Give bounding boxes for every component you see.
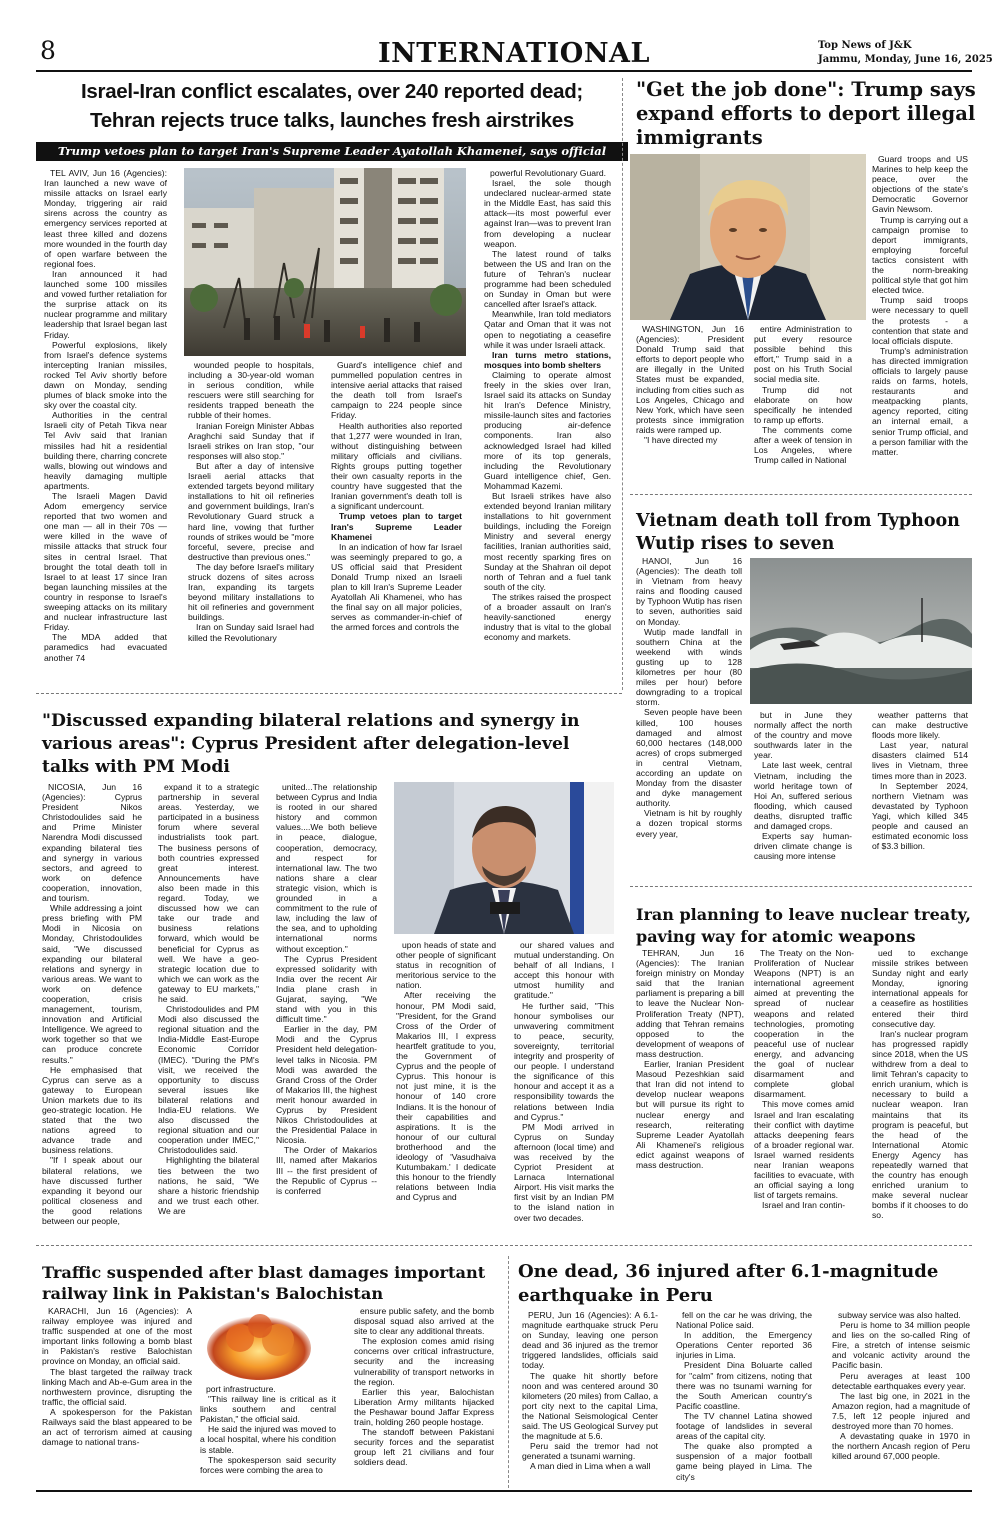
pakistan-column-2	[200, 1384, 336, 1486]
paragraph: weather patterns that can make destructive floods more likely.	[872, 710, 968, 741]
paragraph: Earlier in the day, PM Modi and the Cyprus President held delegation-level talks in Nicosia. PM Modi was awarded the Grand Cross of the Order of Makarios III, the highest merit honour awarded in Cyprus by President Nikos Christodoulides at the Presidential Palace in Nicosia.	[276, 1024, 377, 1146]
column-divider	[508, 1256, 509, 1488]
vietnam-column-1	[636, 556, 742, 874]
paragraph: port infrastructure.	[206, 1384, 276, 1394]
paragraph: Iranian Foreign Minister Abbas Araghchi said Sunday that if Israeli strikes on Iran stop, "our responses will also stop."	[188, 420, 314, 461]
paragraph: expand it to a strategic partnership in several areas. Yesterday, we participated in a business forum where several industrialists took part. The business persons of both countries expressed great interest. Announcements have also been made in this regard. Today, we discussed how we can take our trade and business relations forward, which would be beneficial for Cyprus as well. We have a geo-strategic location due to which we can work as the gateway to EU markets," he said.	[158, 782, 259, 1004]
paragraph: our shared values and mutual understanding. On behalf of all Indians, I accept this honour with utmost humility and gratitude."	[514, 940, 614, 1001]
paragraph: Health authorities also reported that 1,277 were wounded in Iran, without distinguishing between military officials and civilians. Rights groups putting together their own casualty reports in the country have suggested that the Iranian government's death toll is a significant undercount.	[331, 420, 462, 512]
paragraph: This move comes amid Israel and Iran escalating their conflict with daytime attacks deepening fears of a broader regional war. Israel warned residents near Iranian weapons facilities to evacuate, with an official saying a long list of targets remains.	[754, 1099, 854, 1201]
peru-column-2	[676, 1310, 812, 1486]
page-bottom-rule	[36, 1490, 972, 1492]
paragraph: Iran turns metro stations, mosques into bomb shelters	[484, 349, 611, 370]
trump-column-3	[872, 154, 968, 480]
section-divider	[630, 494, 972, 495]
israel-column-3	[331, 360, 462, 680]
dateline: Jammu, Monday, June 16, 2025	[818, 54, 993, 65]
paragraph: but in June they normally affect the north of the country and move southwards later in the year.	[754, 710, 852, 761]
paragraph: In addition, the Emergency Operations Center reported 36 injuries in Lima.	[676, 1330, 812, 1361]
paragraph: Trump is carrying out a campaign promise to deport immigrants, employing forceful tactics consistent with the norm-breaking political style that got him elected twice.	[872, 214, 968, 296]
vietnam-column-2	[754, 710, 852, 874]
israel-column-4	[484, 168, 611, 680]
paragraph: He said the injured was moved to a local hospital, where his condition is stable.	[200, 1424, 336, 1455]
israel-subhead: Trump vetoes plan to target Iran's Supreme Leader Ayatollah Khamenei, says official	[36, 142, 628, 161]
section-divider	[630, 886, 972, 887]
paragraph: NICOSIA, Jun 16 (Agencies): Cyprus President Nikos Christodoulides said he and Prime Minister Narendra Modi discussed expanding bilateral ties and synergy in various sectors, and agreed to work on defence cooperation, innovation, and tourism.	[42, 782, 142, 904]
column-divider	[622, 78, 623, 690]
paragraph: In an indication of how far Israel was seemingly prepared to go, a US official said that President Donald Trump nixed an Israeli plan to kill Iran's Supreme Leader Ayatollah Ali Khamenei, who has the final say on all major policies, serves as commander-in-chief of the armed forces and controls the	[331, 541, 462, 633]
paragraph: The comments come after a week of tension in Los Angeles, where Trump called in National	[754, 424, 852, 466]
paragraph: The Cyprus President expressed solidarity with India over the recent Air India plane crash in Gujarat, saying, "We stand with you in this difficult time."	[276, 953, 377, 1025]
paragraph: President Dina Boluarte called for "calm" from citizens, noting that there was no tsunami warning for the South American country's Pacific coastline.	[676, 1360, 812, 1411]
paragraph: Experts say human-driven climate change is causing more intense	[754, 831, 852, 862]
peru-headline: One dead, 36 injured after 6.1-magnitude earthquake in Peru	[518, 1261, 939, 1306]
trump-column-1	[636, 324, 744, 480]
paragraph: Earlier this year, Balochistan Liberation Army militants hijacked the Peshawar bound Jaffar Express train, holding 260 people hostage.	[354, 1386, 494, 1428]
paragraph: Iran on Sunday said Israel had killed the Revolutionary	[188, 622, 314, 643]
paragraph: After receiving the honour, PM Modi said, "President, for the Grand Cross of the Order of Makarios III, I express heartfelt gratitude to you, the Government of Cyprus and the people of Cyprus. This honour is not just mine, it is the honour of 140 crore Indians. It is the honour of their capabilities and aspirations. It is the honour of our cultural brotherhood and the ideology of 'Vasudhaiva Kutumbakam.' I dedicate this honour to the friendly relations between India and Cyprus and	[396, 990, 496, 1203]
iran-npt-column-1	[636, 948, 744, 1232]
paragraph: TEHRAN, Jun 16 (Agencies): The Iranian foreign ministry on Monday said that the Iranian parliament is preparing a bill to leave the Nuclear Non-Proliferation Treaty (NPT), adding that Tehran remains opposed to the development of weapons of mass destruction.	[636, 948, 744, 1059]
paragraph: But Israeli strikes have also extended beyond Iranian military installations to hit government buildings, including the Foreign Ministry and several energy facilities, Iranian authorities said, most recently sparking fires on Sunday at the Shahran oil depot north of Tehran and a fuel tank south of the city.	[484, 491, 611, 592]
paragraph: Powerful explosions, likely from Israel's defence systems intercepting Iranian missiles, rocked Tel Aviv shortly before dawn on Monday, sending plumes of black smoke into the sky over the coastal city.	[44, 339, 167, 411]
paragraph: Trump's administration has directed immigration officials to largely pause raids on farms, hotels, restaurants and meatpacking plants, agency reported, citing an internal email, a senior Trump official, and a person familiar with the matter.	[872, 345, 968, 457]
paragraph: ued to exchange missile strikes between Sunday night and early Monday, ignoring international appeals for a ceasefire as hostilities entered their third consecutive day.	[872, 948, 968, 1029]
paragraph: The Israeli Magen David Adom emergency service reported that two women and one man — all in their 70s — were killed in the wave of missile attacks that struck four sites in central Israel. That brought the total death toll in Israel to at least 17 since Iran began launching missiles at the country in response to Israel's sweeping attacks on its military and nuclear infrastructure last Friday.	[44, 491, 167, 633]
israel-headline-line2: Tehran rejects truce talks, launches fresh airstrikes	[90, 109, 574, 132]
paragraph: Late last week, central Vietnam, including the world heritage town of Hoi An, suffered serious flooding, which caused deaths, disrupted traffic and damaged crops.	[754, 760, 852, 832]
paragraph: "If I speak about our bilateral relations, we have discussed further expanding it beyond our political closeness and the good relations between our people,	[42, 1155, 142, 1227]
pakistan-headline: Traffic suspended after blast damages important railway link in Pakistan's Balochistan	[42, 1263, 486, 1303]
paragraph: Trump did not elaborate on how specifically he intended to ramp up efforts.	[754, 384, 852, 425]
paragraph: A devastating quake in 1970 in the northern Ancash region of Peru killed around 67,000 people.	[832, 1431, 970, 1462]
paragraph: Last year, natural disasters claimed 514 lives in Vietnam, three times more than in 2023.	[872, 740, 968, 781]
paragraph: Seven people have been killed, 100 houses damaged and almost 60,000 hectares (148,000 acres) of crops submerged in central Vietnam, according an update on Monday from the disaster and dyke management authority.	[636, 707, 742, 809]
israel-headline-line1: Israel-Iran conflict escalates, over 240 reported dead;	[81, 80, 583, 103]
paragraph: Peru is home to 34 million people and lies on the so-called Ring of Fire, a stretch of intense seismic and volcanic activity around the Pacific basin.	[832, 1320, 970, 1371]
paragraph: A spokesperson for the Pakistan Railways said the blast appeared to be an act of terrorism aimed at causing damage to national trans-	[42, 1406, 192, 1448]
israel-column-2	[188, 360, 314, 680]
cyprus-headline: "Discussed expanding bilateral relations and synergy in various areas": Cyprus President after delegation-level talks with PM Modi	[42, 711, 580, 777]
paragraph: HANOI, Jun 16 (Agencies): The death toll in Vietnam from heavy rains and flooding caused by Typhoon Wutip has risen to seven, authorities said on Monday.	[636, 556, 742, 627]
paragraph: ensure public safety, and the bomb disposal squad also arrived at the site to clear any additional threats.	[354, 1306, 494, 1337]
paragraph: The latest round of talks between the US and Iran on the future of Tehran's nuclear programme had been scheduled on Sunday in Oman but were cancelled after Israel's attack.	[484, 248, 611, 310]
paragraph: He further said, "This honour symbolises our unwavering commitment to peace, security, sovereignty, territorial integrity and prosperity of our people. I understand the significance of this honour and accept it as a responsibility towards the relations between India and Cyprus."	[514, 1000, 614, 1122]
paragraph: The quake hit shortly before noon and was centered around 30 kilometers (20 miles) from Callao, a port city next to the capital Lima, the National Seismological Center said. The US Geological Survey put the magnitude at 5.6.	[522, 1370, 658, 1442]
paragraph: Guard's intelligence chief and pummelled population centres in intensive aerial attacks that raised the death toll from Israel's campaign to 224 people since Friday.	[331, 360, 462, 421]
section-divider	[36, 693, 622, 694]
paragraph: Guard troops and US Marines to help keep the peace, over the objections of the state's Democratic Governor Gavin Newsom.	[872, 154, 968, 215]
peru-column-1	[522, 1310, 658, 1486]
blast-explosion-photo	[200, 1308, 318, 1380]
trump-headline: "Get the job done": Trump says expand efforts to deport illegal immigrants	[636, 78, 976, 149]
vietnam-column-3	[872, 710, 968, 874]
paragraph: PM Modi arrived in Cyprus on Sunday afternoon (local time) and was received by the Cypriot President at Larnaca International Airport. His visit marks the first visit by an Indian PM to the island nation in over two decades.	[514, 1121, 614, 1223]
vietnam-headline: Vietnam death toll from Typhoon Wutip rises to seven	[636, 511, 960, 554]
paragraph: Earlier, Iranian President Masoud Pezeshkian said that Iran did not intend to develop nuclear weapons but will pursue its right to nuclear energy and research, reiterating Supreme Leader Ayatollah Ali Khamenei's religious edict against weapons of mass destruction.	[636, 1059, 744, 1170]
pakistan-column-1	[42, 1306, 192, 1486]
israel-column-1	[44, 168, 167, 680]
cyprus-column-5	[514, 940, 614, 1232]
paragraph: In September 2024, northern Vietnam was devastated by Typhoon Yagi, which killed 345 people and caused an estimated economic loss of $3.3 billion.	[872, 780, 968, 852]
paragraph: "I have directed my	[644, 435, 718, 446]
paragraph: Iran announced it had launched some 100 missiles and vowed further retaliation for the surprise attack on its nuclear programme and military leadership that Israel began last Friday.	[44, 268, 167, 340]
paragraph: Wutip made landfall in southern China at the weekend with winds gusting up to 128 kilometres per hour (80 miles per hour) before downgrading to a tropical storm.	[636, 626, 742, 708]
paragraph: The standoff between Pakistani security forces and the separatist group left 21 civilians and four soldiers dead.	[354, 1427, 494, 1468]
paragraph: subway service was also halted.	[838, 1310, 961, 1320]
paragraph: Peru averages at least 100 detectable earthquakes every year.	[832, 1370, 970, 1391]
paragraph: Authorities in the central Israeli city of Petah Tikva near Tel Aviv said that Iranian missiles had hit a residential building there, charring concrete walls, blowing out windows and heavily damaging multiple apartments.	[44, 410, 167, 491]
paragraph: The explosion comes amid rising concerns over critical infrastructure, security and the increasing vulnerability of transport networks in the region.	[354, 1336, 494, 1387]
paper-name: Top News of J&K	[818, 40, 912, 51]
cyprus-column-1	[42, 782, 142, 1232]
typhoon-waves-photo	[750, 558, 972, 704]
paragraph: But after a day of intensive Israeli aerial attacks that extended targets beyond military installations to hit oil refineries and government buildings, Iran's Revolutionary Guard struck a hard line, vowing that further rounds of strikes would be "more forceful, severe, precise and destructive than previous ones."	[188, 460, 314, 562]
paragraph: The strikes raised the prospect of a broader assault on Iran's heavily-sanctioned energy industry that is vital to the global economy and markets.	[484, 591, 611, 643]
paragraph: fell on the car he was driving, the National Police said.	[676, 1310, 812, 1331]
paragraph: "This railway line is critical as it links southern and central Pakistan," the official said.	[200, 1394, 336, 1425]
paragraph: united...The relationship between Cyprus and India is rooted in our shared history and common values....We both believe in peace, dialogue, cooperation, democracy, and respect for international law. The two nations share a clear strategic vision, which is grounded in a commitment to the rule of law, including the law of the sea, and to upholding international norms without exception."	[276, 782, 377, 954]
paragraph: While addressing a joint press briefing with PM Modi in Nicosia on Monday, Christodoulides said, "We discussed expanding our bilateral relations and synergy in various areas. We want to work on defence cooperation, crisis management, tourism, innovation and Artificial Intelligence. We agreed to work together so that we can produce concrete results."	[42, 903, 142, 1065]
paragraph: PERU, Jun 16 (Agencies): A 6.1-magnitude earthquake struck Peru on Sunday, leaving one person dead and 36 injured as the tremor triggered landslides, officials said today.	[522, 1310, 658, 1371]
paragraph: The Order of Makarios III, named after Makarios III -- the first president of the Republic of Cyprus -- is conferred	[276, 1145, 377, 1196]
paragraph: The blast targeted the railway track linking Mach and Ab-e-Gum area in the northwestern province, disrupting the traffic, the official said.	[42, 1366, 192, 1407]
iran-npt-column-2	[754, 948, 854, 1232]
paragraph: KARACHI, Jun 16 (Agencies): A railway employee was injured and traffic suspended at one of the most important links following a bomb blast in Pakistan's restive Balochistan province on Monday, an official said.	[42, 1306, 192, 1367]
paragraph: powerful Revolutionary Guard.	[490, 168, 607, 178]
paragraph: Peru said the tremor had not generated a tsunami warning.	[522, 1441, 658, 1462]
cyprus-president-photo	[394, 782, 614, 934]
paragraph: wounded people to hospitals, including a 30-year-old woman in serious condition, while rescuers were still searching for residents trapped beneath the rubble of their homes.	[188, 360, 314, 421]
paragraph: WASHINGTON, Jun 16 (Agencies): President Donald Trump said that efforts to deport people who are illegally in the United States must be expanded, including from cities such as Los Angeles, Chicago and New York, which have seen protests since immigration raids were ramped up.	[636, 324, 744, 435]
paragraph: Trump said troops were necessary to quell the protests - a contention that state and local officials dispute.	[872, 295, 968, 346]
peru-column-3	[832, 1310, 970, 1486]
trump-column-2	[754, 324, 852, 480]
paragraph: The last big one, in 2021 in the Amazon region, had a magnitude of 7.5, left 12 people injured and destroyed more than 70 homes.	[832, 1390, 970, 1432]
cyprus-column-2	[158, 782, 259, 1232]
pakistan-column-3	[354, 1306, 494, 1486]
israel-damaged-building-photo	[184, 168, 466, 356]
paragraph: The spokesperson said security forces were combing the area to	[200, 1454, 336, 1475]
iran-npt-column-3	[872, 948, 968, 1232]
paragraph: The day before Israel's military struck dozens of sites across Iran, expanding its targets beyond military installations to hit oil refineries and government buildings.	[188, 561, 314, 623]
paragraph: Highlighting the bilateral ties between the two nations, he said, "We share a historic friendship and we trust each other. We are	[158, 1155, 259, 1216]
page-number: 8	[40, 36, 56, 65]
paragraph: TEL AVIV, Jun 16 (Agencies): Iran launched a new wave of missile attacks on Israel early Monday, triggering air raid sirens across the country as emergency services reported at least three killed and dozens more wounded in the fourth day of open warfare between the regional foes.	[44, 168, 167, 269]
iran-npt-headline: Iran planning to leave nuclear treaty, paving way for atomic weapons	[636, 905, 971, 946]
paragraph: The MDA added that paramedics had evacuated another 74	[44, 632, 167, 663]
paragraph: The quake also prompted a suspension of a major football game being played in Lima. The city's	[676, 1441, 812, 1482]
paragraph: upon heads of state and other people of significant status in recognition of meritorious service to the nation.	[396, 940, 496, 991]
paragraph: A man died in Lima when a wall	[530, 1461, 651, 1472]
paragraph: Christodoulides and PM Modi also discussed the regional situation and the India-Middle East-Europe Economic Corridor (IMEC). "During the PM's visit, we received the opportunity to discuss several issues like bilateral relations and India-EU relations. We also discussed the regional situation and our cooperation under IMEC," Christodoulides said.	[158, 1004, 259, 1156]
section-title: INTERNATIONAL	[378, 38, 650, 69]
paragraph: Trump vetoes plan to target Iran's Supreme Leader Khamenei	[331, 511, 462, 542]
masthead-rule	[36, 70, 972, 72]
paragraph: He emphasised that Cyprus can serve as a gateway to European Union markets due to its geo-strategic location. He stated that the two nations agreed to advance trade and business relations.	[42, 1064, 142, 1156]
paragraph: Claiming to operate almost freely in the skies over Iran, Israel said its attacks on Sunday hit Iran's Defence Ministry, missile-launch sites and factories producing air-defence components. Iran also acknowledged Israel had killed more of its top generals, including the Revolutionary Guard intelligence chief, Gen. Mohammad Kazemi.	[484, 369, 611, 491]
paragraph: Vietnam is hit by roughly a dozen tropical storms every year,	[636, 808, 742, 839]
paragraph: Israel, the sole though undeclared nuclear-armed state in the Middle East, has said this attack—its most powerful ever against Iran—was to prevent Iran from developing a nuclear weapon.	[484, 178, 611, 249]
paragraph: Meanwhile, Iran told mediators Qatar and Oman that it was not open to negotiating a ceasefire while it was under Israeli attack.	[484, 309, 611, 350]
cyprus-column-4	[396, 940, 496, 1232]
paragraph: Israel and Iran contin-	[762, 1200, 846, 1211]
section-divider	[36, 1245, 972, 1246]
paragraph: entire Administration to put every resource possible behind this effort," Trump said in a post on his Truth Social social media site.	[754, 324, 852, 385]
paragraph: The Treaty on the Non-Proliferation of Nuclear Weapons (NPT) is an international agreement aimed at preventing the spread of nuclear weapons and related technologies, promoting cooperation in the peaceful use of nuclear energy, and advancing the goal of nuclear disarmament and complete global disarmament.	[754, 948, 854, 1100]
paragraph: The TV channel Latina showed footage of landslides in several areas of the capital city.	[676, 1410, 812, 1442]
trump-portrait-photo	[630, 154, 866, 320]
paragraph: Iran's nuclear program has progressed rapidly since 2018, when the US withdrew from a deal to limit Tehran's capacity to enrich uranium, which is necessary to build a nuclear weapon. Iran maintains that its program is peaceful, but the head of the International Atomic Energy Agency has repeatedly warned that the country has enough enriched uranium to make several nuclear bombs if it chooses to do so.	[872, 1028, 968, 1221]
cyprus-column-3	[276, 782, 377, 1232]
